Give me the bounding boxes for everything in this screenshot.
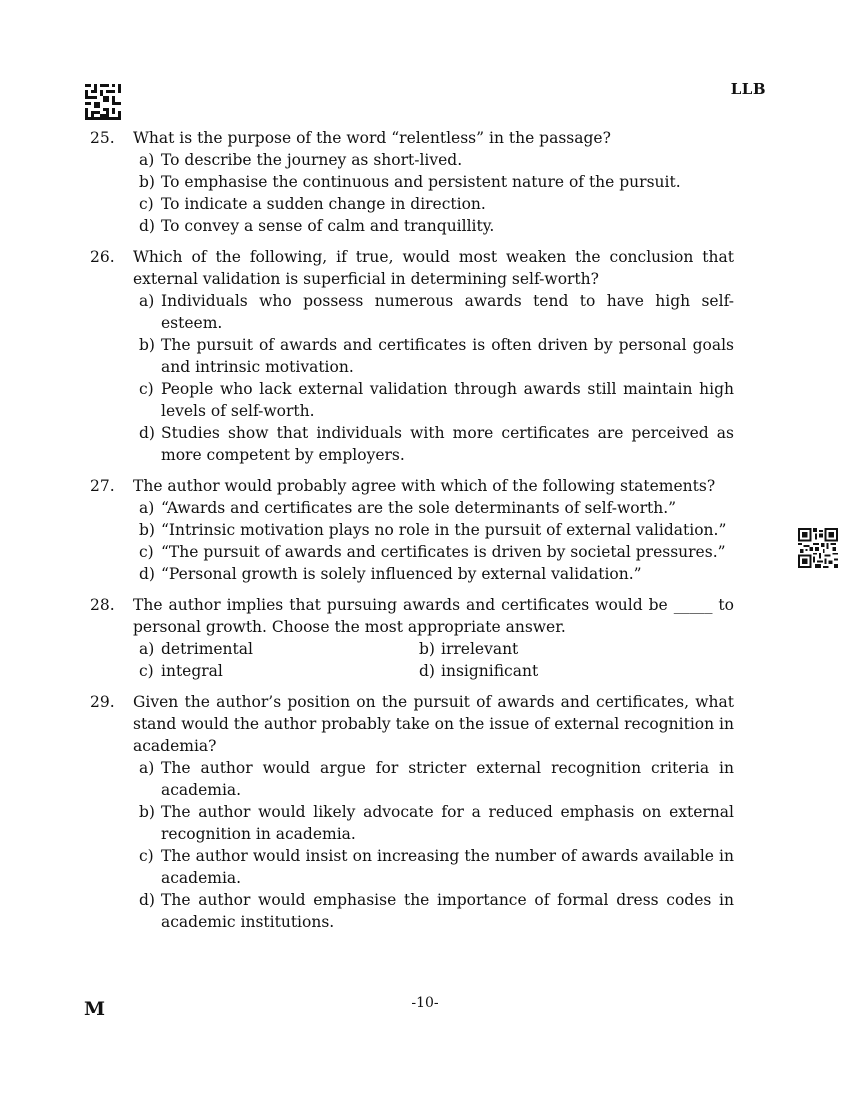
answer-option-c [139,193,734,215]
option-text: To emphasise the continuous and persistent nature of the pursuit. [161,173,681,191]
option-letter: a) [139,292,155,310]
answer-option-d [139,889,734,933]
question-text: The author implies that pursuing awards and certificates would be _____ to personal growth. Choose the most appropriate answer. [133,596,734,636]
option-text: insignificant [441,662,539,680]
answer-option-b [139,171,734,193]
question-text: The author would probably agree with which of the following statements? [133,477,716,495]
option-letter: c) [139,847,154,865]
option-letter: b) [139,803,155,821]
option-text: “Awards and certificates are the sole determinants of self-worth.” [161,499,677,517]
option-letter: a) [139,151,155,169]
answer-option-d [139,215,734,237]
answer-option-d [139,563,734,585]
page-number: -10- [411,995,439,1011]
option-letter: b) [139,173,155,191]
question-number: 28. [90,596,115,614]
option-letter: b) [139,521,155,539]
option-text: Individuals who possess numerous awards tend to have high self-esteem. [161,292,734,332]
question-27 [90,475,734,585]
option-text: The author would insist on increasing the number of awards available in academia. [161,847,734,887]
option-text: People who lack external validation through awards still maintain high levels of self-worth. [161,380,734,420]
option-letter: d) [139,891,155,909]
option-text: To describe the journey as short-lived. [161,151,463,169]
answer-options [139,149,734,237]
option-letter: c) [139,380,154,398]
option-text: The author would argue for stricter external recognition criteria in academia. [161,759,734,799]
option-text: integral [161,662,223,680]
answer-option-a [139,290,734,334]
question-number: 26. [90,248,115,266]
question-25 [90,127,734,237]
answer-options [139,290,734,466]
option-letter: d) [419,662,435,680]
answer-option-c [139,378,734,422]
question-list [90,127,734,942]
question-number: 25. [90,129,115,147]
answer-options [139,757,734,933]
answer-option-a [139,638,419,660]
answer-option-b [139,801,734,845]
option-letter: d) [139,424,155,442]
option-letter: c) [139,543,154,561]
question-text: Given the author’s position on the pursuit of awards and certificates, what stand would the author probably take on the issue of external recognition in academia? [133,693,734,755]
question-number: 27. [90,477,115,495]
answer-option-b [419,638,734,660]
answer-option-a [139,149,734,171]
question-26 [90,246,734,466]
option-letter: b) [139,336,155,354]
answer-option-b [139,334,734,378]
option-letter: d) [139,565,155,583]
option-letter: d) [139,217,155,235]
question-29 [90,691,734,933]
option-text: The author would emphasise the importance of formal dress codes in academic institutions. [161,891,734,931]
header-code-label: LLB [730,80,766,98]
option-text: To indicate a sudden change in direction. [161,195,486,213]
answer-option-a [139,497,734,519]
option-letter: b) [419,640,435,658]
answer-options [139,497,734,585]
answer-options [139,638,734,682]
option-text: Studies show that individuals with more certificates are perceived as more competent by employers. [161,424,734,464]
option-letter: a) [139,640,155,658]
answer-option-b [139,519,734,541]
option-letter: a) [139,759,155,777]
option-letter: c) [139,195,154,213]
option-text: detrimental [161,640,253,658]
option-text: To convey a sense of calm and tranquillity. [161,217,495,235]
answer-option-a [139,757,734,801]
option-letter: a) [139,499,155,517]
option-text: “The pursuit of awards and certificates is driven by societal pressures.” [161,543,726,561]
question-28 [90,594,734,682]
answer-option-c [139,845,734,889]
option-text: irrelevant [441,640,519,658]
footer-set-label: M [84,998,106,1020]
answer-option-c [139,660,419,682]
datamatrix-code-icon [85,84,121,120]
answer-option-d [419,660,734,682]
option-letter: c) [139,662,154,680]
question-number: 29. [90,693,115,711]
answer-option-c [139,541,734,563]
qr-code-icon [798,528,838,568]
question-text: What is the purpose of the word “relentless” in the passage? [133,129,611,147]
answer-option-d [139,422,734,466]
option-text: “Intrinsic motivation plays no role in the pursuit of external validation.” [161,521,727,539]
question-text: Which of the following, if true, would most weaken the conclusion that external validation is superficial in determining self-worth? [133,248,734,288]
option-text: The author would likely advocate for a reduced emphasis on external recognition in academia. [161,803,734,843]
option-text: “Personal growth is solely influenced by external validation.” [161,565,642,583]
option-text: The pursuit of awards and certificates is often driven by personal goals and intrinsic motivation. [161,336,734,376]
